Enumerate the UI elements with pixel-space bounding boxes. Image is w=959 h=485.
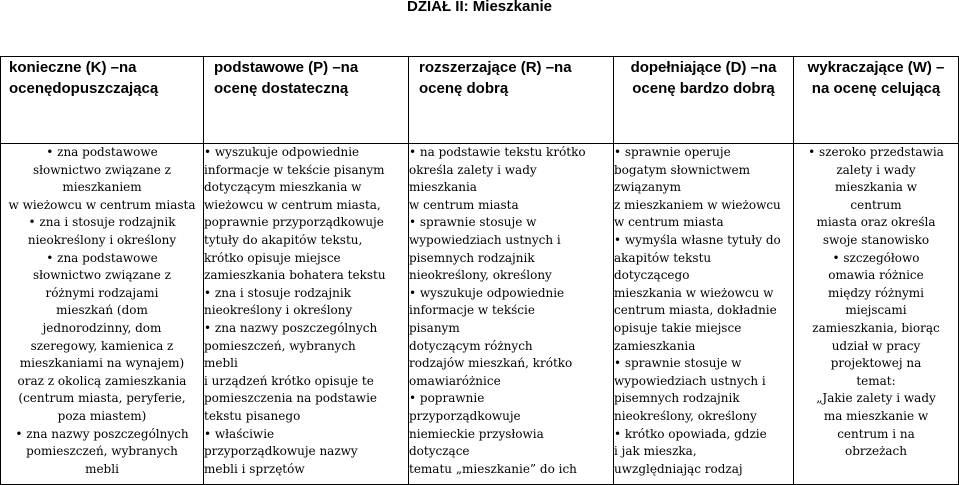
content-line: przyporządkowuje nazwy — [204, 444, 358, 459]
content-line: poprawnie przyporządkowuje — [204, 215, 384, 230]
content-line: mieszkaniami na wynajem) — [19, 356, 185, 371]
content-line: zalety i wady — [836, 162, 916, 177]
content-line: centrum — [850, 197, 902, 212]
content-line: poza miastem) — [57, 408, 147, 423]
content-line: różnymi rodzajami — [45, 285, 159, 300]
content-line: • zna nazwy poszczególnych — [204, 320, 378, 335]
content-line: pisemnych rodzajnik — [614, 391, 740, 406]
content-line: mebli — [204, 356, 238, 371]
content-line: • zna i stosuje rodzajnik — [204, 285, 351, 300]
header-line: ocenę dostateczną — [214, 80, 349, 97]
content-line: niemieckie przysłowia — [409, 426, 544, 441]
content-line: bogatym słownictwem — [614, 162, 750, 177]
content-line: słownictwo związane z — [33, 162, 171, 177]
content-line: i urządzeń krótko opisuje te — [204, 373, 374, 388]
content-line: • sprawnie operuje — [614, 145, 731, 159]
content-line: nieokreślony i określony — [204, 303, 353, 318]
content-line: dotyczącym mieszkania w — [204, 180, 362, 195]
content-line: akapitów tekstu — [614, 250, 712, 265]
column-content-p — [204, 144, 409, 485]
content-line: temat: — [856, 373, 896, 388]
content-line: • właściwie — [204, 426, 275, 441]
content-line: uwzględniając rodzaj — [614, 461, 743, 476]
content-line: mebli i sprzętów — [204, 461, 305, 476]
content-line: pomieszczenia na podstawie — [204, 391, 378, 406]
content-line: nieokreślony, określony — [614, 408, 757, 423]
header-line: ocenę bardzo dobrą — [632, 80, 775, 97]
content-line: • zna i stosuje rodzajnik — [28, 215, 176, 230]
header-line: wykraczające (W) – — [807, 59, 945, 76]
content-line: mebli — [85, 461, 119, 476]
content-line: informacje w tekście pisanym — [204, 162, 385, 177]
content-line: tekstu pisanego — [204, 408, 301, 423]
content-line: centrum miasta, dokładnie — [614, 303, 777, 318]
content-line: informacje w tekście — [409, 303, 535, 318]
content-line: szeregowy, kamienica z — [30, 338, 174, 353]
content-line: • poprawnie — [409, 391, 485, 406]
content-line: • wyszukuje odpowiednie — [409, 285, 565, 300]
content-line: • zna podstawowe — [46, 145, 158, 159]
content-line: miejscami — [845, 303, 907, 318]
content-line: udział w pracy — [831, 338, 921, 353]
column-content-k — [1, 144, 204, 485]
content-line: nieokreślony, określony — [409, 268, 552, 283]
content-line: krótko opisuje miejsce — [204, 250, 341, 265]
header-line: konieczne (K) –na — [9, 59, 137, 76]
content-line: • wyszukuje odpowiednie — [204, 145, 360, 159]
page-title: DZIAŁ II: Mieszkanie — [406, 0, 553, 15]
column-content-d — [614, 144, 794, 485]
content-line: omawia różnice — [828, 268, 924, 283]
content-line: zamieszkania bohatera tekstu — [204, 268, 386, 283]
content-line: projektowej na — [830, 356, 922, 371]
column-content-w — [794, 144, 959, 485]
content-line: (centrum miasta, peryferie, — [18, 391, 186, 406]
header-line: na ocenę celującą — [811, 80, 941, 97]
content-line: • szeroko przedstawia — [808, 145, 944, 159]
content-line: mieszkań (dom — [56, 303, 148, 318]
content-line: swoje stanowisko — [822, 232, 930, 247]
header-line: podstawowe (P) –na — [214, 59, 359, 76]
content-line: oraz z okolicą zamieszkania — [17, 373, 187, 388]
content-line: tytuły do akapitów tekstu, — [204, 232, 363, 247]
column-header-w — [794, 57, 959, 144]
column-header-d — [614, 57, 794, 144]
content-line: rodzajów mieszkań, krótko — [409, 356, 573, 371]
content-line: • na podstawie tekstu krótko — [409, 145, 586, 159]
content-line: w centrum miasta — [614, 215, 724, 230]
header-line: dopełniające (D) –na — [630, 59, 777, 76]
content-line: pomieszczeń, wybranych — [204, 338, 356, 353]
content-line: dotyczącego — [614, 268, 690, 283]
content-line: określa zalety i wady — [409, 162, 537, 177]
content-line: jednorodzinny, dom — [42, 320, 162, 335]
content-line: z mieszkaniem w wieżowcu — [614, 197, 781, 212]
content-line: pomieszczeń, wybranych — [26, 444, 178, 459]
header-line: ocenędopuszczającą — [9, 80, 159, 97]
content-line: słownictwo związane z — [33, 268, 171, 283]
content-line: zamieszkania — [614, 338, 696, 353]
content-line: dotyczącym różnych — [409, 338, 533, 353]
content-line: opisuje takie miejsce — [614, 320, 742, 335]
content-line: nieokreślony i określony — [27, 232, 177, 247]
content-line: przyporządkowuje — [409, 408, 521, 423]
content-line: pisanym — [409, 320, 460, 335]
content-line: • krótko opowiada, gdzie — [614, 426, 767, 441]
content-line: centrum i na — [837, 426, 915, 441]
content-line: • szczegółowo — [832, 250, 920, 265]
content-line: omawiaróżnice — [409, 373, 501, 388]
content-line: w wieżowcu w centrum miasta — [8, 197, 196, 212]
content-line: w centrum miasta — [409, 197, 519, 212]
content-line: wypowiedziach ustnych i — [614, 373, 766, 388]
content-line: • sprawnie stosuje w — [409, 215, 537, 230]
content-line: wypowiedziach ustnych i — [409, 232, 561, 247]
content-line: wieżowcu w centrum miasta, — [204, 197, 381, 212]
column-header-r — [409, 57, 614, 144]
content-line: miasta oraz określa — [816, 215, 936, 230]
content-row — [1, 144, 959, 485]
content-line: związanym — [614, 180, 681, 195]
content-line: między różnymi — [828, 285, 924, 300]
content-line: tematu „mieszkanie” do ich — [409, 461, 577, 476]
content-line: • sprawnie stosuje w — [614, 356, 742, 371]
column-header-p — [204, 57, 409, 144]
requirements-table — [0, 56, 959, 485]
content-line: zamieszkania, biorąc — [812, 320, 940, 335]
content-line: • zna nazwy poszczególnych — [15, 426, 189, 441]
content-line: • zna podstawowe — [46, 250, 158, 265]
content-line: dotyczące — [409, 444, 470, 459]
header-line: rozszerzające (R) –na — [419, 59, 572, 76]
content-line: pisemnych rodzajnik — [409, 250, 535, 265]
content-line: mieszkania w wieżowcu w — [614, 285, 774, 300]
column-content-r — [409, 144, 614, 485]
content-line: mieszkaniem — [62, 180, 142, 195]
content-line: „Jakie zalety i wady — [816, 391, 936, 406]
content-line: obrzeżach — [845, 444, 907, 459]
content-line: mieszkania — [409, 180, 477, 195]
content-line: mieszkania w — [834, 180, 918, 195]
content-line: i jak mieszka, — [614, 444, 697, 459]
content-line: • wymyśla własne tytuły do — [614, 232, 781, 247]
header-line: ocenę dobrą — [419, 80, 509, 97]
content-line: ma mieszkanie w — [823, 408, 929, 423]
column-header-k — [1, 57, 204, 144]
header-row — [1, 57, 959, 144]
